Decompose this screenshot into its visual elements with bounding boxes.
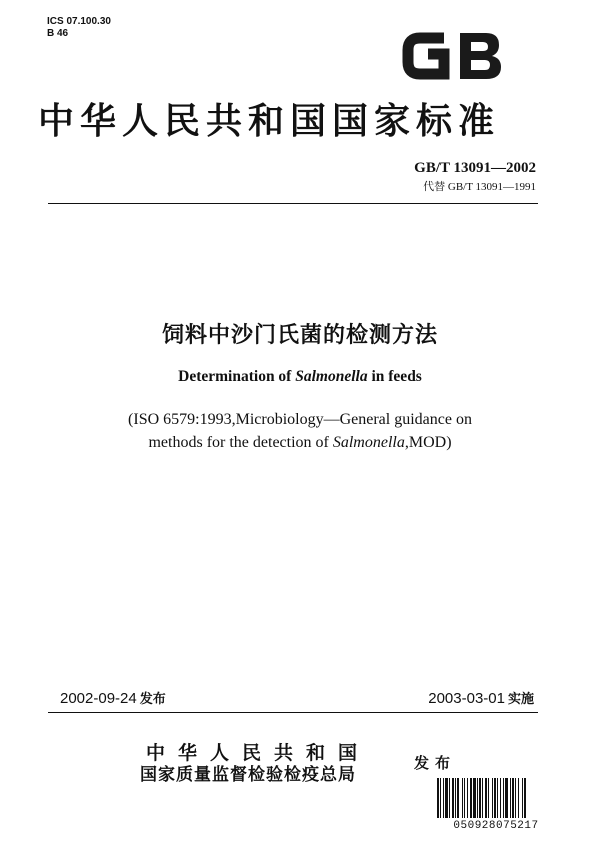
top-divider (48, 203, 538, 204)
issued-date-value: 2002-09-24 (60, 690, 137, 707)
standard-code: GB/T 13091—2002 (414, 160, 536, 176)
iso-line-2-italic: Salmonella (332, 434, 405, 451)
ccs-code: B 46 (47, 28, 69, 39)
publisher-suffix: 发布 (414, 754, 457, 772)
bottom-divider (48, 712, 538, 713)
title-english-suffix: in feeds (367, 368, 422, 385)
title-english-italic: Salmonella (295, 368, 368, 385)
implemented-date (428, 688, 534, 707)
iso-line-1: (ISO 6579:1993,Microbiology—General guidance on (128, 411, 472, 428)
barcode-icon (436, 778, 556, 818)
gb-logo (400, 28, 512, 84)
iso-line-2 (0, 431, 600, 454)
iso-reference (0, 408, 600, 454)
iso-line-2-suffix: ,MOD) (404, 434, 452, 451)
implemented-label: 实施 (507, 692, 534, 707)
barcode-number: 050928075217 (453, 820, 539, 832)
standard-name: 中华人民共和国国家标准 (38, 101, 501, 142)
ics-code: ICS 07.100.30 (47, 16, 111, 27)
classification-codes (47, 16, 111, 40)
publisher-line-1: 中华人民共和国 (146, 742, 371, 764)
implemented-date-value: 2003-03-01 (428, 690, 505, 707)
issued-date (60, 688, 166, 707)
replaces-code: 代替 GB/T 13091—1991 (423, 181, 536, 193)
title-chinese: 饲料中沙门氏菌的检测方法 (161, 323, 438, 348)
title-english (0, 368, 600, 386)
title-english-prefix: Determination of (178, 368, 296, 385)
standard-code-block (414, 160, 536, 194)
issued-label: 发布 (139, 692, 166, 707)
publisher-line-2: 国家质量监督检验检疫总局 (140, 765, 356, 785)
iso-line-2-prefix: methods for the detection of (148, 434, 333, 451)
